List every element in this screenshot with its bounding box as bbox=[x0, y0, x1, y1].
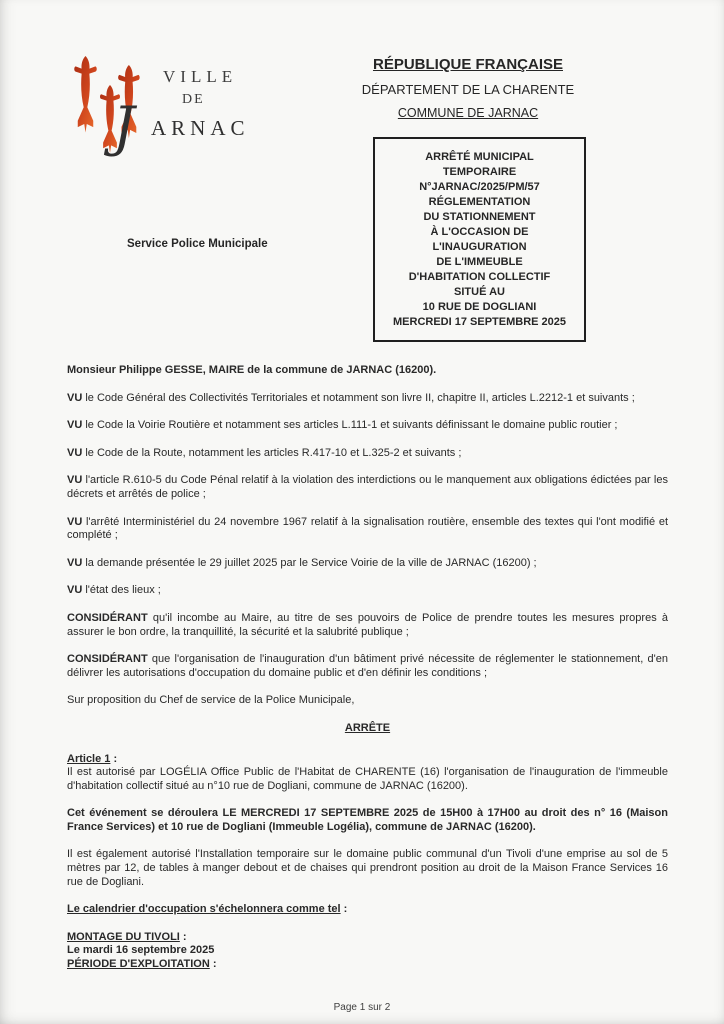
vu-text: le Code de la Route, notamment les articles R.417-10 et L.325-2 et suivants ; bbox=[82, 446, 462, 459]
vu-lead: VU bbox=[67, 419, 83, 432]
considerant-paragraph bbox=[67, 612, 668, 639]
tivoli-paragraph: Il est également autorisé l'Installation temporaire sur le domaine public communal d'un Tivoli d'une emprise au sol de 5 mètres par 12, de tables à manger debout et de chaises qui prendront position au droit de la Maison France Services 16 rue de Dogliani. bbox=[67, 848, 668, 888]
vu-lead: VU bbox=[67, 515, 83, 528]
considerant-paragraph bbox=[67, 653, 668, 680]
title-box-line: D'HABITATION COLLECTIF bbox=[408, 271, 551, 283]
title-box-line: N°JARNAC/2025/PM/57 bbox=[419, 181, 540, 193]
republique-title: RÉPUBLIQUE FRANÇAISE bbox=[372, 56, 563, 73]
title-box-line: SITUÉ AU bbox=[454, 286, 505, 298]
periode-heading: PÉRIODE D'EXPLOITATION bbox=[67, 958, 210, 971]
vu-paragraph bbox=[67, 447, 668, 461]
page-number: Page 1 sur 2 bbox=[333, 1002, 391, 1013]
title-box-line: TEMPORAIRE bbox=[442, 166, 517, 178]
vu-lead: VU bbox=[67, 584, 83, 597]
vu-lead: VU bbox=[67, 391, 83, 404]
logo-de-text: DE bbox=[182, 92, 205, 107]
logo-jarnac-initial: J bbox=[113, 95, 135, 158]
title-box-line: RÉGLEMENTATION bbox=[428, 196, 531, 208]
considerant-text: que l'organisation de l'inauguration d'un bâtiment privé nécessite de réglementer le stationnement, d'en délivrer les autorisations d'occupation du domaine public et d'en définir les conditions ; bbox=[67, 653, 668, 679]
vu-text: le Code la Voirie Routière et notamment ses articles L.111-1 et suivants définissant le domaine public routier ; bbox=[82, 419, 618, 432]
article-1-colon: : bbox=[110, 752, 118, 765]
article-1-text: Il est autorisé par LOGÉLIA Office Public de l'Habitat de CHARENTE (16) l'organisation de l'inauguration de l'immeuble d'habitation collectif situé au n°10 rue de Dogliani, commune de JARNAC (16200). bbox=[67, 766, 668, 792]
title-box-line: 10 RUE DE DOGLIANI bbox=[422, 301, 537, 313]
jarnac-three-fish-emblem-icon bbox=[65, 54, 153, 158]
title-box-line: MERCREDI 17 SEPTEMBRE 2025 bbox=[393, 316, 566, 328]
arrete-heading-text: ARRÊTE bbox=[344, 721, 391, 734]
city-logo bbox=[65, 54, 295, 172]
calendar-heading-line bbox=[67, 903, 668, 917]
vu-paragraph bbox=[67, 516, 668, 543]
event-paragraph: Cet événement se déroulera LE MERCREDI 17 SEPTEMBRE 2025 de 15H00 à 17H00 au droit des n° 16 (Maison France Services) et 10 rue de Dogliani (Immeuble Logélia), commune de JARNAC (16200). bbox=[67, 807, 668, 833]
article-1-heading: Article 1 bbox=[67, 752, 111, 765]
montage-colon: : bbox=[179, 930, 187, 943]
vu-lead: VU bbox=[67, 556, 83, 569]
vu-text: l'arrêté Interministériel du 24 novembre 1967 relatif à la signalisation routière, ensemble des textes qui l'ont modifié et complété ; bbox=[67, 515, 668, 542]
schedule-block bbox=[67, 931, 668, 972]
vu-paragraph bbox=[67, 392, 668, 406]
vu-paragraph bbox=[67, 584, 668, 598]
vu-paragraph bbox=[67, 557, 668, 571]
vu-lead: VU bbox=[67, 474, 83, 487]
montage-date: Le mardi 16 septembre 2025 bbox=[67, 944, 215, 957]
opening-line: Monsieur Philippe GESSE, MAIRE de la commune de JARNAC (16200). bbox=[67, 364, 437, 376]
logo-jarnac-rest: ARNAC bbox=[151, 116, 250, 140]
departement-subtitle: DÉPARTEMENT DE LA CHARENTE bbox=[361, 82, 575, 97]
periode-colon: : bbox=[209, 958, 217, 971]
document-body bbox=[67, 364, 668, 986]
service-line: Service Police Municipale bbox=[127, 238, 268, 250]
considerant-lead: CONSIDÉRANT bbox=[67, 611, 148, 624]
commune-subtitle: COMMUNE DE JARNAC bbox=[397, 106, 539, 120]
vu-text: la demande présentée le 29 juillet 2025 par le Service Voirie de la ville de JARNAC (16200) ; bbox=[82, 556, 537, 569]
title-box-line: DU STATIONNEMENT bbox=[423, 211, 536, 223]
title-box-line: ARRÊTÉ MUNICIPAL bbox=[425, 151, 534, 163]
vu-text: l'état des lieux ; bbox=[82, 584, 161, 597]
vu-text: le Code Général des Collectivités Territoriales et notamment son livre II, chapitre II, articles L.2212-1 et suivants ; bbox=[82, 391, 635, 404]
title-box-line: DE L'IMMEUBLE bbox=[436, 256, 523, 268]
considerant-lead: CONSIDÉRANT bbox=[67, 653, 148, 666]
montage-heading: MONTAGE DU TIVOLI bbox=[67, 930, 180, 943]
national-header bbox=[352, 56, 584, 120]
vu-text: l'article R.610-5 du Code Pénal relatif à la violation des interdictions ou le manquement aux obligations édictées par les décrets et arrêtés de police ; bbox=[67, 474, 668, 500]
arrete-heading bbox=[67, 722, 668, 736]
calendar-heading: Le calendrier d'occupation s'échelonnera comme tel bbox=[67, 903, 341, 916]
calendar-colon: : bbox=[340, 903, 348, 916]
considerant-text: qu'il incombe au Maire, au titre de ses pouvoirs de Police de prendre toutes les mesures propres à assurer le bon ordre, la tranquillité, la sécurité et la salubrité publique ; bbox=[67, 611, 668, 638]
article-1-paragraph bbox=[67, 753, 668, 794]
vu-paragraph bbox=[67, 474, 668, 501]
title-box-line: L'INAUGURATION bbox=[432, 241, 527, 253]
logo-ville-text: VILLE bbox=[163, 67, 238, 86]
decree-title-box bbox=[373, 137, 586, 342]
proposition-line: Sur proposition du Chef de service de la Police Municipale, bbox=[67, 694, 355, 707]
title-box-line: À L'OCCASION DE bbox=[430, 226, 529, 238]
vu-lead: VU bbox=[67, 446, 83, 459]
vu-paragraph bbox=[67, 419, 668, 433]
